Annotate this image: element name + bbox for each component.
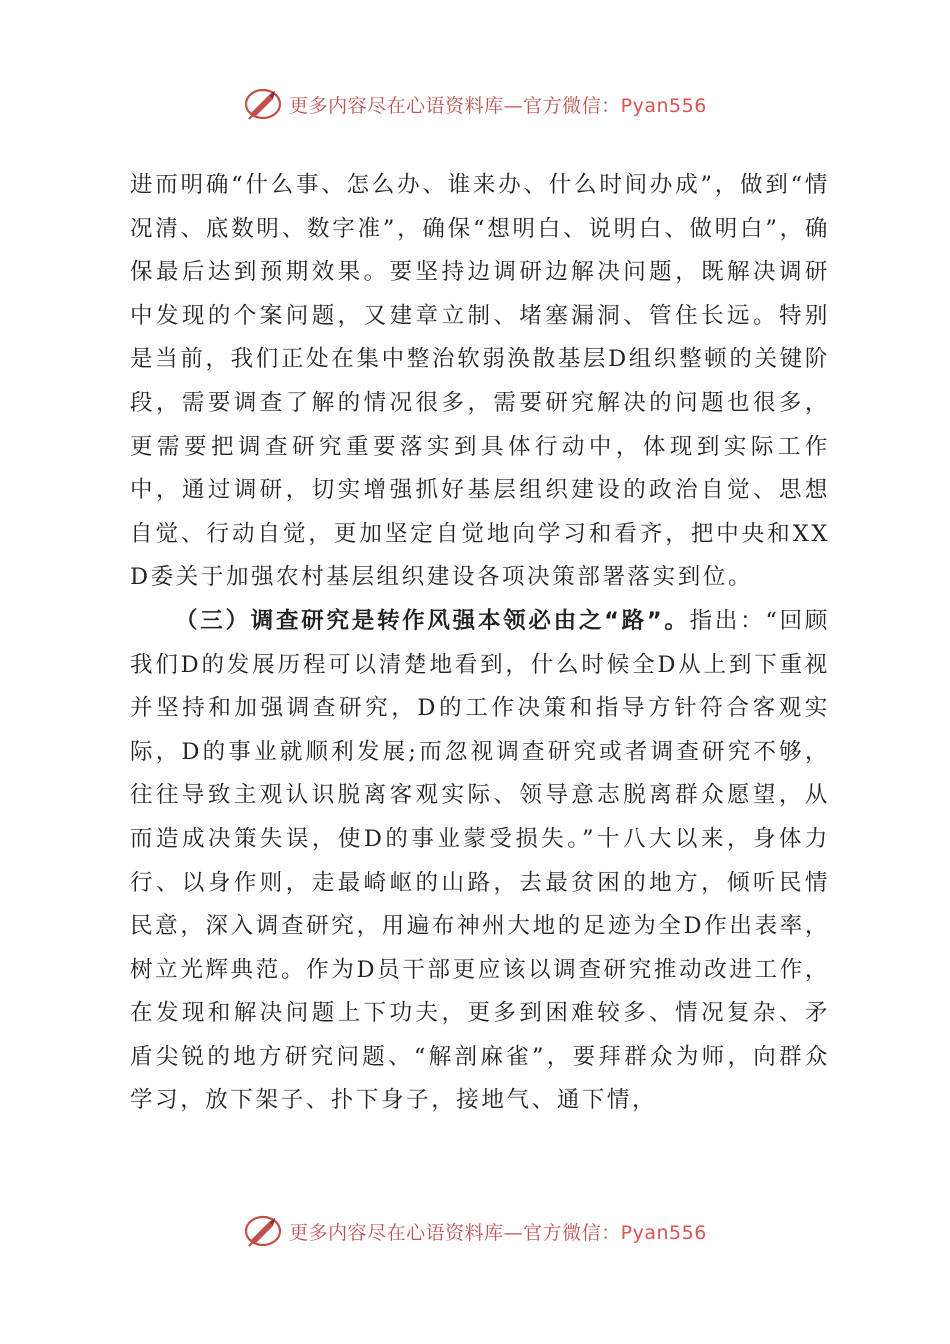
pen-quill-logo-icon: [243, 1214, 283, 1248]
pen-quill-logo-icon: [243, 87, 283, 121]
footer-banner: [0, 1211, 950, 1251]
paragraph-section-3: [130, 600, 830, 1123]
paragraph-1: 进而明确“什么事、怎么办、谁来办、什么时间办成”，做到“情况清、底数明、数字准”，确保“想明白、说明白、做明白”，确保最后达到预期效果。要坚持边调研边解决问题，既解决调研中发现的个案问题，又建章立制、堵塞漏洞、管住长远。特别是当前，我们正处在集中整治软弱涣散基层D组织整顿的关键阶段，需要调查了解的情况很多，需要研究解决的问题也很多，更需要把调查研究重要落实到具体行动中，体现到实际工作中，通过调研，切实增强抓好基层组织建设的政治自觉、思想自觉、行动自觉，更加坚定自觉地向学习和看齐，把中央和XXD委关于加强农村基层组织建设各项决策部署落实到位。: [130, 172, 830, 591]
footer-banner-text: 更多内容尽在心语资料库—官方微信：Pyan556: [289, 1221, 707, 1244]
section-3-heading: （三）调查研究是转作风强本领必由之“路”。: [175, 607, 690, 634]
section-3-text: 指出：“回顾我们D的发展历程可以清楚地看到，什么时候全D从上到下重视并坚持和加强调查研究，D的工作决策和指导方针符合客观实际，D的事业就顺利发展;而忽视调查研究或者调查研究不够，往往导致主观认识脱离客观实际、领导意志脱离群众愿望，从而造成决策失误，使D的事业蒙受损失。”十八大以来，身体力行、以身作则，走最崎岖的山路，去最贫困的地方，倾听民情民意，深入调查研究，用遍布神州大地的足迹为全D作出表率，树立光辉典范。作为D员干部更应该以调查研究推动改进工作，在发现和解决问题上下功夫，更多到困难较多、情况复杂、矛盾尖锐的地方研究问题、“解剖麻雀”，要拜群众为师，向群众学习，放下架子、扑下身子，接地气、通下情，: [130, 607, 830, 1114]
header-banner: [0, 84, 950, 124]
header-banner-text: 更多内容尽在心语资料库—官方微信：Pyan556: [289, 94, 707, 117]
document-body: [130, 164, 830, 1123]
